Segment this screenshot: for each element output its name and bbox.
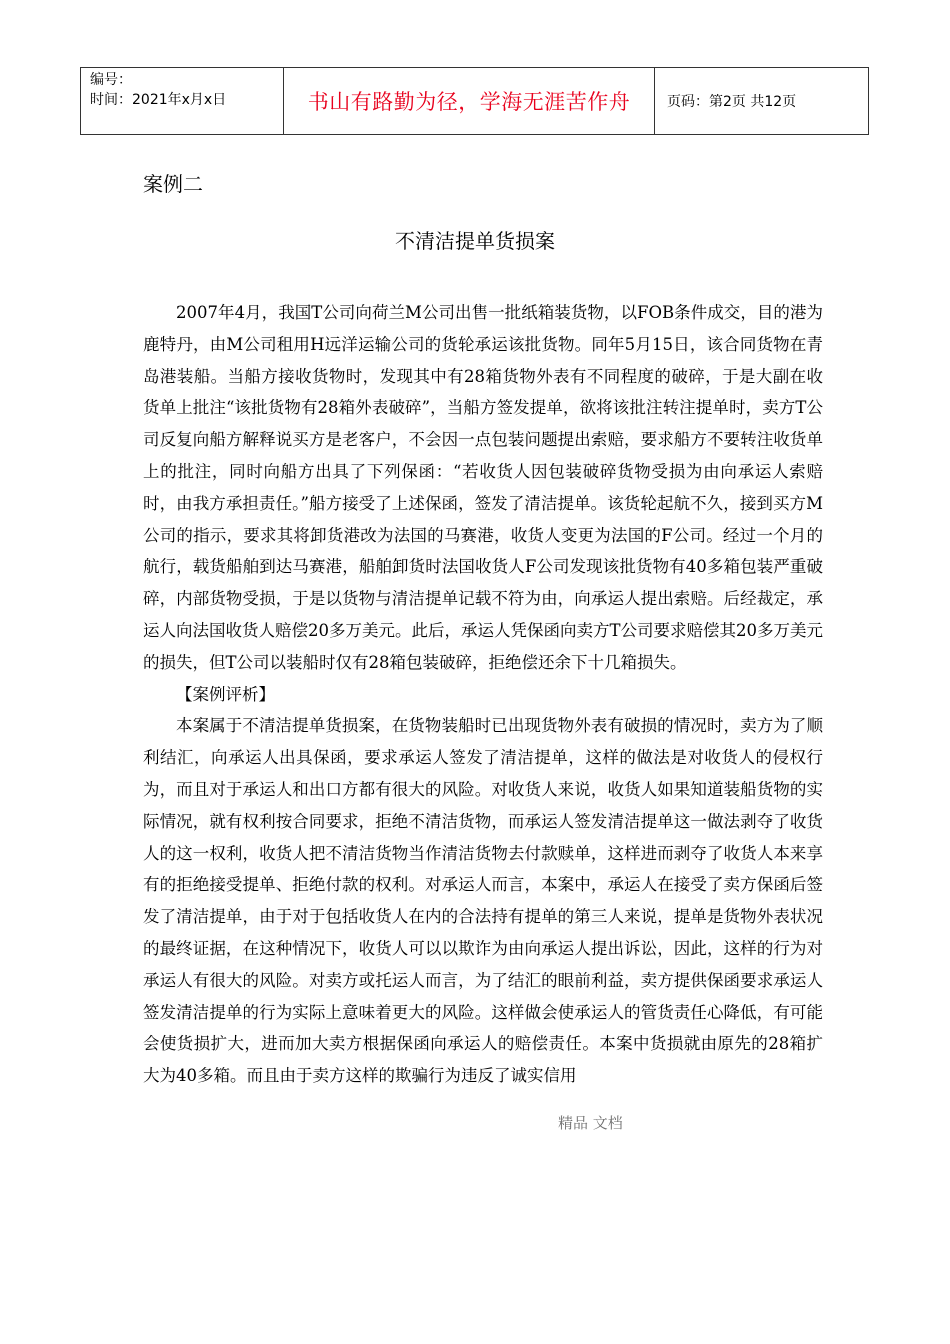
analysis-paragraph: 本案属于不清洁提单货损案，在货物装船时已出现货物外表有破损的情况时，卖方为了顺利结汇，向承运人出具保函，要求承运人签发了清洁提单，这样的做法是对收货人的侵权行为，而且对于承运人和出口方都有很大的风险。对收货人来说，收货人如果知道装船货物的实际情况，就有权利按合同要求，拒绝不清洁货物，而承运人签发清洁提单这一做法剥夺了收货人的这一权利，收货人把不清洁货物当作清洁货物去付款赎单，这样进而剥夺了收货人本来享有的拒绝接受提单、拒绝付款的权利。对承运人而言，本案中，承运人在接受了卖方保函后签发了清洁提单，由于对于包括收货人在内的合法持有提单的第三人来说，提单是货物外表状况的最终证据，在这种情况下，收货人可以以欺诈为由向承运人提出诉讼，因此，这样的行为对承运人有很大的风险。对卖方或托运人而言，为了结汇的眼前利益，卖方提供保函要求承运人签发清洁提单的行为实际上意味着更大的风险。这样做会使承运人的管货责任心降低，有可能会使货损扩大，进而加大卖方根据保函向承运人的赔偿责任。本案中货损就由原先的28箱扩大为40多箱。而且由于卖方这样的欺骗行为违反了诚实信用 — [143, 716, 823, 1086]
analysis-heading: 【案例评析】 — [176, 684, 275, 704]
header-motto-cell — [284, 68, 655, 134]
serial-number-label: 编号： — [90, 72, 132, 88]
header-table — [80, 67, 869, 135]
page-indicator: 页码：第2页 共12页 — [667, 94, 797, 110]
case-label: 案例二 — [143, 172, 203, 196]
page-title: 不清洁提单货损案 — [395, 229, 555, 253]
motto-text: 书山有路勤为径，学海无涯苦作舟 — [307, 90, 631, 114]
header-meta-cell — [81, 68, 284, 134]
date-label: 时间：2021年x月x日 — [90, 92, 227, 108]
document-body — [143, 297, 823, 1092]
watermark: 精品 文档 — [558, 1114, 623, 1132]
case-paragraph: 2007年4月，我国T公司向荷兰M公司出售一批纸箱装货物，以FOB条件成交，目的港为鹿特丹，由M公司租用H远洋运输公司的货轮承运该批货物。同年5月15日，该合同货物在青岛港装船。当船方接收货物时，发现其中有28箱货物外表有不同程度的破碎，于是大副在收货单上批注“该批货物有28箱外表破碎”，当船方签发提单，欲将该批注转注提单时，卖方T公司反复向船方解释说买方是老客户，不会因一点包装问题提出索赔，要求船方不要转注收货单上的批注，同时向船方出具了下列保函：“若收货人因包装破碎货物受损为由向承运人索赔时，由我方承担责任。”船方接受了上述保函，签发了清洁提单。该货轮起航不久，接到买方M公司的指示，要求其将卸货港改为法国的马赛港，收货人变更为法国的F公司。经过一个月的航行，载货船舶到达马赛港，船舶卸货时法国收货人F公司发现该批货物有40多箱包装严重破碎，内部货物受损，于是以货物与清洁提单记载不符为由，向承运人提出索赔。后经裁定，承运人向法国收货人赔偿20多万美元。此后，承运人凭保函向卖方T公司要求赔偿其20多万美元的损失，但T公司以装船时仅有28箱包装破碎，拒绝偿还余下十几箱损失。 — [143, 303, 823, 672]
header-page-cell — [655, 68, 868, 134]
